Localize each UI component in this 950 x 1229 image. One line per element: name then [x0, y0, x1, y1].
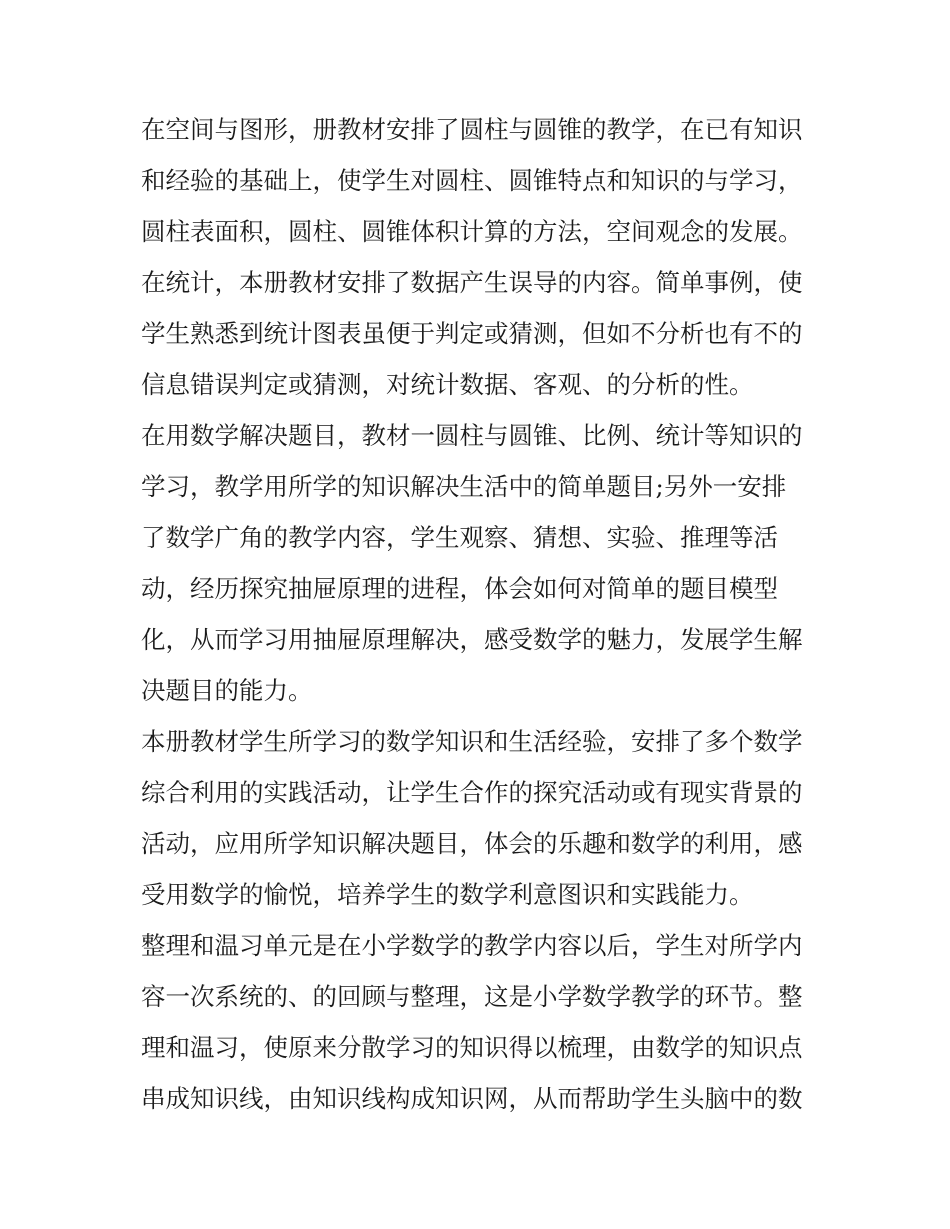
text-line: 动，经历探究抽屉原理的进程，体会如何对简单的题目模型 [141, 574, 778, 603]
text-line: 在用数学解决题目，教材一圆柱与圆锥、比例、统计等知识的 [141, 421, 803, 450]
text-line: 活动，应用所学知识解决题目，体会的乐趣和数学的利用，感 [141, 829, 803, 858]
text-line: 学生熟悉到统计图表虽便于判定或猜测，但如不分析也有不的 [141, 319, 803, 348]
text-line: 信息错误判定或猜测，对统计数据、客观、的分析的性。 [141, 370, 754, 399]
text-line: 在统计，本册教材安排了数据产生误导的内容。简单事例，使 [141, 268, 803, 297]
text-line: 本册教材学生所学习的数学知识和生活经验，安排了多个数学 [141, 727, 803, 756]
body-text [141, 104, 821, 1124]
text-line: 整理和温习单元是在小学数学的教学内容以后，学生对所学内 [141, 931, 803, 960]
text-line: 化，从而学习用抽屉原理解决，感受数学的魅力，发展学生解 [141, 625, 803, 654]
text-line: 决题目的能力。 [141, 676, 313, 705]
text-line: 串成知识线，由知识线构成知识网，从而帮助学生头脑中的数 [141, 1084, 803, 1113]
text-line: 了数学广角的教学内容，学生观察、猜想、实验、推理等活 [141, 523, 778, 552]
text-line: 容一次系统的、的回顾与整理，这是小学数学教学的环节。整 [141, 982, 803, 1011]
text-line: 在空间与图形，册教材安排了圆柱与圆锥的教学，在已有知识 [141, 115, 803, 144]
text-line: 综合利用的实践活动，让学生合作的探究活动或有现实背景的 [141, 778, 803, 807]
text-line: 受用数学的愉悦，培养学生的数学利意图识和实践能力。 [141, 880, 754, 909]
text-line: 学习，教学用所学的知识解决生活中的简单题目;另外一安排 [141, 472, 787, 501]
text-line: 理和温习，使原来分散学习的知识得以梳理，由数学的知识点 [141, 1033, 803, 1062]
text-line: 和经验的基础上，使学生对圆柱、圆锥特点和知识的与学习， [141, 166, 803, 195]
text-line: 圆柱表面积，圆柱、圆锥体积计算的方法，空间观念的发展。 [141, 217, 803, 246]
